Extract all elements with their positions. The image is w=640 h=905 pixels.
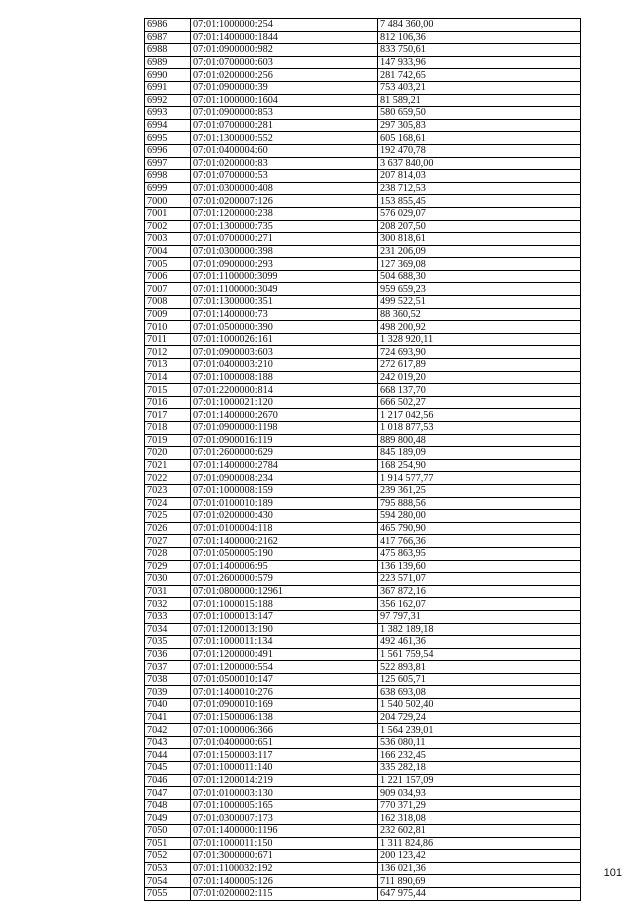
row-number-cell: 7054 <box>145 875 191 888</box>
table-row <box>145 724 581 737</box>
row-number-cell: 7033 <box>145 610 191 623</box>
cadastral-value-cell: 465 790,90 <box>378 522 581 535</box>
cadastral-value-cell: 153 855,45 <box>378 195 581 208</box>
cadastral-number-cell: 07:01:0200002:115 <box>191 887 378 900</box>
cadastral-value-cell: 492 461,36 <box>378 636 581 649</box>
row-number-cell: 7012 <box>145 346 191 359</box>
cadastral-number-cell: 07:01:1200014:219 <box>191 774 378 787</box>
table-row <box>145 94 581 107</box>
row-number-cell: 7025 <box>145 510 191 523</box>
cadastral-number-cell: 07:01:0200000:430 <box>191 510 378 523</box>
row-number-cell: 7055 <box>145 887 191 900</box>
table-row <box>145 56 581 69</box>
row-number-cell: 6992 <box>145 94 191 107</box>
cadastral-number-cell: 07:01:1000011:134 <box>191 636 378 649</box>
row-number-cell: 7035 <box>145 636 191 649</box>
table-row <box>145 762 581 775</box>
row-number-cell: 7051 <box>145 837 191 850</box>
row-number-cell: 7016 <box>145 396 191 409</box>
table-row <box>145 245 581 258</box>
row-number-cell: 7022 <box>145 472 191 485</box>
cadastral-value-cell: 136 021,36 <box>378 862 581 875</box>
row-number-cell: 7027 <box>145 535 191 548</box>
table-row <box>145 434 581 447</box>
cadastral-value-cell: 200 123,42 <box>378 850 581 863</box>
cadastral-number-cell: 07:01:1000015:188 <box>191 598 378 611</box>
row-number-cell: 7038 <box>145 673 191 686</box>
cadastral-value-cell: 475 863,95 <box>378 547 581 560</box>
table-row <box>145 346 581 359</box>
table-row <box>145 573 581 586</box>
row-number-cell: 7000 <box>145 195 191 208</box>
cadastral-value-cell: 504 688,30 <box>378 270 581 283</box>
cadastral-number-cell: 07:01:0900008:234 <box>191 472 378 485</box>
table-row <box>145 195 581 208</box>
row-number-cell: 7009 <box>145 308 191 321</box>
table-row <box>145 69 581 82</box>
row-number-cell: 7003 <box>145 233 191 246</box>
table-row <box>145 736 581 749</box>
table-row <box>145 636 581 649</box>
cadastral-value-cell: 162 318,08 <box>378 812 581 825</box>
row-number-cell: 6988 <box>145 44 191 57</box>
cadastral-value-cell: 127 369,08 <box>378 258 581 271</box>
table-row <box>145 522 581 535</box>
cadastral-value-cell: 136 139,60 <box>378 560 581 573</box>
row-number-cell: 6987 <box>145 31 191 44</box>
table-row <box>145 484 581 497</box>
cadastral-number-cell: 07:01:0700000:603 <box>191 56 378 69</box>
cadastral-value-cell: 192 470,78 <box>378 144 581 157</box>
cadastral-value-cell: 845 189,09 <box>378 447 581 460</box>
cadastral-value-cell: 417 766,36 <box>378 535 581 548</box>
cadastral-value-cell: 239 361,25 <box>378 484 581 497</box>
cadastral-number-cell: 07:01:1300000:351 <box>191 296 378 309</box>
table-row <box>145 648 581 661</box>
table-row <box>145 19 581 32</box>
cadastral-number-cell: 07:01:0900000:1198 <box>191 422 378 435</box>
cadastral-number-cell: 07:01:2600000:579 <box>191 573 378 586</box>
cadastral-value-cell: 231 206,09 <box>378 245 581 258</box>
cadastral-number-cell: 07:01:1100000:3099 <box>191 270 378 283</box>
cadastral-value-cell: 168 254,90 <box>378 459 581 472</box>
table-row <box>145 774 581 787</box>
table-row <box>145 497 581 510</box>
cadastral-number-cell: 07:01:2600000:629 <box>191 447 378 460</box>
row-number-cell: 7007 <box>145 283 191 296</box>
row-number-cell: 7005 <box>145 258 191 271</box>
cadastral-value-cell: 605 168,61 <box>378 132 581 145</box>
table-row <box>145 371 581 384</box>
row-number-cell: 7006 <box>145 270 191 283</box>
cadastral-value-cell: 770 371,29 <box>378 799 581 812</box>
cadastral-number-cell: 07:01:0500005:190 <box>191 547 378 560</box>
cadastral-number-cell: 07:01:2200000:814 <box>191 384 378 397</box>
cadastral-value-cell: 88 360,52 <box>378 308 581 321</box>
cadastral-value-cell: 207 814,03 <box>378 170 581 183</box>
row-number-cell: 7008 <box>145 296 191 309</box>
cadastral-number-cell: 07:01:0400000:651 <box>191 736 378 749</box>
cadastral-number-cell: 07:01:1400006:95 <box>191 560 378 573</box>
table-row <box>145 359 581 372</box>
row-number-cell: 7017 <box>145 409 191 422</box>
table-row <box>145 850 581 863</box>
row-number-cell: 7018 <box>145 422 191 435</box>
cadastral-value-cell: 889 800,48 <box>378 434 581 447</box>
table-row <box>145 144 581 157</box>
cadastral-value-cell: 666 502,27 <box>378 396 581 409</box>
cadastral-number-cell: 07:01:1400000:1844 <box>191 31 378 44</box>
row-number-cell: 7024 <box>145 497 191 510</box>
table-row <box>145 207 581 220</box>
cadastral-number-cell: 07:01:0400003:210 <box>191 359 378 372</box>
cadastral-value-cell: 1 217 042,56 <box>378 409 581 422</box>
cadastral-number-cell: 07:01:1100032:192 <box>191 862 378 875</box>
cadastral-value-cell: 147 933,96 <box>378 56 581 69</box>
table-row <box>145 535 581 548</box>
cadastral-number-cell: 07:01:0700000:271 <box>191 233 378 246</box>
row-number-cell: 7036 <box>145 648 191 661</box>
row-number-cell: 7004 <box>145 245 191 258</box>
cadastral-number-cell: 07:01:1000011:150 <box>191 837 378 850</box>
table-row <box>145 472 581 485</box>
cadastral-value-cell: 297 305,83 <box>378 119 581 132</box>
table-body <box>145 19 581 901</box>
cadastral-value-cell: 498 200,92 <box>378 321 581 334</box>
table-row <box>145 447 581 460</box>
table-row <box>145 673 581 686</box>
cadastral-value-cell: 204 729,24 <box>378 711 581 724</box>
row-number-cell: 6994 <box>145 119 191 132</box>
cadastral-value-table <box>144 18 581 901</box>
table-row <box>145 170 581 183</box>
cadastral-value-cell: 795 888,56 <box>378 497 581 510</box>
cadastral-value-cell: 1 914 577,77 <box>378 472 581 485</box>
table-row <box>145 510 581 523</box>
table-row <box>145 585 581 598</box>
table-row <box>145 686 581 699</box>
cadastral-number-cell: 07:01:1400000:2670 <box>191 409 378 422</box>
row-number-cell: 6991 <box>145 81 191 94</box>
cadastral-number-cell: 07:01:1100000:3049 <box>191 283 378 296</box>
cadastral-number-cell: 07:01:1000008:159 <box>191 484 378 497</box>
row-number-cell: 7032 <box>145 598 191 611</box>
row-number-cell: 7044 <box>145 749 191 762</box>
cadastral-number-cell: 07:01:0800000:12961 <box>191 585 378 598</box>
cadastral-value-cell: 1 382 189,18 <box>378 623 581 636</box>
page-number: 101 <box>603 867 622 879</box>
cadastral-number-cell: 07:01:1200000:238 <box>191 207 378 220</box>
cadastral-number-cell: 07:01:0700000:53 <box>191 170 378 183</box>
cadastral-value-cell: 522 893,81 <box>378 661 581 674</box>
cadastral-number-cell: 07:01:1300000:552 <box>191 132 378 145</box>
table-row <box>145 308 581 321</box>
table-row <box>145 661 581 674</box>
cadastral-value-cell: 232 602,81 <box>378 825 581 838</box>
table-row <box>145 321 581 334</box>
cadastral-number-cell: 07:01:0200007:126 <box>191 195 378 208</box>
cadastral-number-cell: 07:01:0300000:398 <box>191 245 378 258</box>
table-row <box>145 875 581 888</box>
row-number-cell: 6989 <box>145 56 191 69</box>
table-row <box>145 81 581 94</box>
cadastral-value-cell: 724 693,90 <box>378 346 581 359</box>
row-number-cell: 7019 <box>145 434 191 447</box>
table-row <box>145 610 581 623</box>
cadastral-number-cell: 07:01:1000006:366 <box>191 724 378 737</box>
cadastral-number-cell: 07:01:1500006:138 <box>191 711 378 724</box>
table-row <box>145 107 581 120</box>
table-row <box>145 119 581 132</box>
row-number-cell: 7002 <box>145 220 191 233</box>
table-row <box>145 44 581 57</box>
cadastral-number-cell: 07:01:0400004:60 <box>191 144 378 157</box>
cadastral-value-cell: 1 540 502,40 <box>378 699 581 712</box>
table-row <box>145 598 581 611</box>
table-row <box>145 711 581 724</box>
cadastral-value-cell: 166 232,45 <box>378 749 581 762</box>
cadastral-number-cell: 07:01:1000011:140 <box>191 762 378 775</box>
table-row <box>145 799 581 812</box>
cadastral-value-cell: 959 659,23 <box>378 283 581 296</box>
table-row <box>145 396 581 409</box>
cadastral-number-cell: 07:01:0200000:256 <box>191 69 378 82</box>
cadastral-number-cell: 07:01:1500003:117 <box>191 749 378 762</box>
cadastral-number-cell: 07:01:1200000:491 <box>191 648 378 661</box>
table-row <box>145 296 581 309</box>
row-number-cell: 6993 <box>145 107 191 120</box>
cadastral-number-cell: 07:01:1400000:1196 <box>191 825 378 838</box>
row-number-cell: 7029 <box>145 560 191 573</box>
cadastral-value-cell: 812 106,36 <box>378 31 581 44</box>
cadastral-value-cell: 647 975,44 <box>378 887 581 900</box>
cadastral-number-cell: 07:01:1000000:1604 <box>191 94 378 107</box>
cadastral-number-cell: 07:01:1000000:254 <box>191 19 378 32</box>
cadastral-number-cell: 07:01:0500010:147 <box>191 673 378 686</box>
cadastral-value-cell: 668 137,70 <box>378 384 581 397</box>
cadastral-value-cell: 242 019,20 <box>378 371 581 384</box>
row-number-cell: 7041 <box>145 711 191 724</box>
row-number-cell: 6997 <box>145 157 191 170</box>
table-row <box>145 459 581 472</box>
cadastral-value-cell: 335 282,18 <box>378 762 581 775</box>
cadastral-number-cell: 07:01:0900000:853 <box>191 107 378 120</box>
row-number-cell: 7015 <box>145 384 191 397</box>
cadastral-number-cell: 07:01:0900000:293 <box>191 258 378 271</box>
cadastral-number-cell: 07:01:0300000:408 <box>191 182 378 195</box>
table-row <box>145 31 581 44</box>
cadastral-value-cell: 638 693,08 <box>378 686 581 699</box>
row-number-cell: 7001 <box>145 207 191 220</box>
row-number-cell: 7049 <box>145 812 191 825</box>
cadastral-number-cell: 07:01:1300000:735 <box>191 220 378 233</box>
cadastral-value-cell: 499 522,51 <box>378 296 581 309</box>
cadastral-value-cell: 1 018 877,53 <box>378 422 581 435</box>
cadastral-value-cell: 367 872,16 <box>378 585 581 598</box>
cadastral-value-cell: 711 890,69 <box>378 875 581 888</box>
table-row <box>145 422 581 435</box>
table-row <box>145 787 581 800</box>
table-row <box>145 623 581 636</box>
cadastral-value-cell: 1 561 759,54 <box>378 648 581 661</box>
cadastral-number-cell: 07:01:0100004:118 <box>191 522 378 535</box>
row-number-cell: 6999 <box>145 182 191 195</box>
cadastral-value-cell: 300 818,61 <box>378 233 581 246</box>
cadastral-value-cell: 1 221 157,09 <box>378 774 581 787</box>
cadastral-value-cell: 580 659,50 <box>378 107 581 120</box>
cadastral-value-cell: 1 311 824,86 <box>378 837 581 850</box>
cadastral-number-cell: 07:01:1400010:276 <box>191 686 378 699</box>
table-row <box>145 270 581 283</box>
row-number-cell: 7052 <box>145 850 191 863</box>
table-row <box>145 825 581 838</box>
row-number-cell: 7053 <box>145 862 191 875</box>
cadastral-number-cell: 07:01:1400005:126 <box>191 875 378 888</box>
cadastral-value-cell: 356 162,07 <box>378 598 581 611</box>
row-number-cell: 6996 <box>145 144 191 157</box>
cadastral-number-cell: 07:01:1200000:554 <box>191 661 378 674</box>
row-number-cell: 7030 <box>145 573 191 586</box>
cadastral-number-cell: 07:01:0900003:603 <box>191 346 378 359</box>
cadastral-number-cell: 07:01:0900000:39 <box>191 81 378 94</box>
cadastral-value-cell: 3 637 840,00 <box>378 157 581 170</box>
row-number-cell: 7026 <box>145 522 191 535</box>
table-row <box>145 547 581 560</box>
cadastral-value-cell: 909 034,93 <box>378 787 581 800</box>
cadastral-number-cell: 07:01:3000000:671 <box>191 850 378 863</box>
row-number-cell: 7039 <box>145 686 191 699</box>
cadastral-value-cell: 125 605,71 <box>378 673 581 686</box>
cadastral-number-cell: 07:01:1400000:2162 <box>191 535 378 548</box>
row-number-cell: 7045 <box>145 762 191 775</box>
row-number-cell: 7047 <box>145 787 191 800</box>
row-number-cell: 7010 <box>145 321 191 334</box>
row-number-cell: 7037 <box>145 661 191 674</box>
cadastral-number-cell: 07:01:0100010:189 <box>191 497 378 510</box>
row-number-cell: 6986 <box>145 19 191 32</box>
cadastral-value-cell: 223 571,07 <box>378 573 581 586</box>
table-row <box>145 887 581 900</box>
table-row <box>145 283 581 296</box>
cadastral-value-cell: 536 080,11 <box>378 736 581 749</box>
cadastral-number-cell: 07:01:0300007:173 <box>191 812 378 825</box>
row-number-cell: 6998 <box>145 170 191 183</box>
cadastral-value-cell: 97 797,31 <box>378 610 581 623</box>
row-number-cell: 7042 <box>145 724 191 737</box>
row-number-cell: 7034 <box>145 623 191 636</box>
cadastral-value-cell: 576 029,07 <box>378 207 581 220</box>
table-row <box>145 384 581 397</box>
table-row <box>145 837 581 850</box>
cadastral-value-cell: 238 712,53 <box>378 182 581 195</box>
cadastral-number-cell: 07:01:0700000:281 <box>191 119 378 132</box>
row-number-cell: 6995 <box>145 132 191 145</box>
row-number-cell: 7021 <box>145 459 191 472</box>
cadastral-value-cell: 208 207,50 <box>378 220 581 233</box>
table-row <box>145 812 581 825</box>
table-row <box>145 182 581 195</box>
row-number-cell: 7043 <box>145 736 191 749</box>
table-row <box>145 409 581 422</box>
row-number-cell: 6990 <box>145 69 191 82</box>
row-number-cell: 7050 <box>145 825 191 838</box>
table-row <box>145 258 581 271</box>
table-row <box>145 157 581 170</box>
cadastral-number-cell: 07:01:0900000:982 <box>191 44 378 57</box>
cadastral-number-cell: 07:01:1000021:120 <box>191 396 378 409</box>
cadastral-value-cell: 753 403,21 <box>378 81 581 94</box>
row-number-cell: 7048 <box>145 799 191 812</box>
cadastral-number-cell: 07:01:0200000:83 <box>191 157 378 170</box>
cadastral-number-cell: 07:01:0100003:130 <box>191 787 378 800</box>
row-number-cell: 7023 <box>145 484 191 497</box>
row-number-cell: 7014 <box>145 371 191 384</box>
cadastral-number-cell: 07:01:0500000:390 <box>191 321 378 334</box>
cadastral-number-cell: 07:01:1400000:73 <box>191 308 378 321</box>
table-row <box>145 333 581 346</box>
row-number-cell: 7020 <box>145 447 191 460</box>
cadastral-number-cell: 07:01:0900016:119 <box>191 434 378 447</box>
cadastral-value-cell: 1 564 239,01 <box>378 724 581 737</box>
cadastral-number-cell: 07:01:1000026:161 <box>191 333 378 346</box>
table-row <box>145 560 581 573</box>
cadastral-value-cell: 833 750,61 <box>378 44 581 57</box>
cadastral-number-cell: 07:01:1200013:190 <box>191 623 378 636</box>
table-row <box>145 699 581 712</box>
table-row <box>145 220 581 233</box>
cadastral-value-cell: 281 742,65 <box>378 69 581 82</box>
cadastral-number-cell: 07:01:1400000:2784 <box>191 459 378 472</box>
row-number-cell: 7011 <box>145 333 191 346</box>
row-number-cell: 7028 <box>145 547 191 560</box>
cadastral-value-cell: 1 328 920,11 <box>378 333 581 346</box>
cadastral-value-cell: 7 484 360,00 <box>378 19 581 32</box>
row-number-cell: 7031 <box>145 585 191 598</box>
cadastral-number-cell: 07:01:1000013:147 <box>191 610 378 623</box>
table-row <box>145 233 581 246</box>
cadastral-value-cell: 272 617,89 <box>378 359 581 372</box>
cadastral-value-cell: 81 589,21 <box>378 94 581 107</box>
table-row <box>145 862 581 875</box>
cadastral-number-cell: 07:01:0900010:169 <box>191 699 378 712</box>
table-row <box>145 132 581 145</box>
cadastral-number-cell: 07:01:1000008:188 <box>191 371 378 384</box>
cadastral-number-cell: 07:01:1000005:165 <box>191 799 378 812</box>
row-number-cell: 7040 <box>145 699 191 712</box>
row-number-cell: 7013 <box>145 359 191 372</box>
cadastral-value-cell: 594 280,00 <box>378 510 581 523</box>
row-number-cell: 7046 <box>145 774 191 787</box>
table-row <box>145 749 581 762</box>
